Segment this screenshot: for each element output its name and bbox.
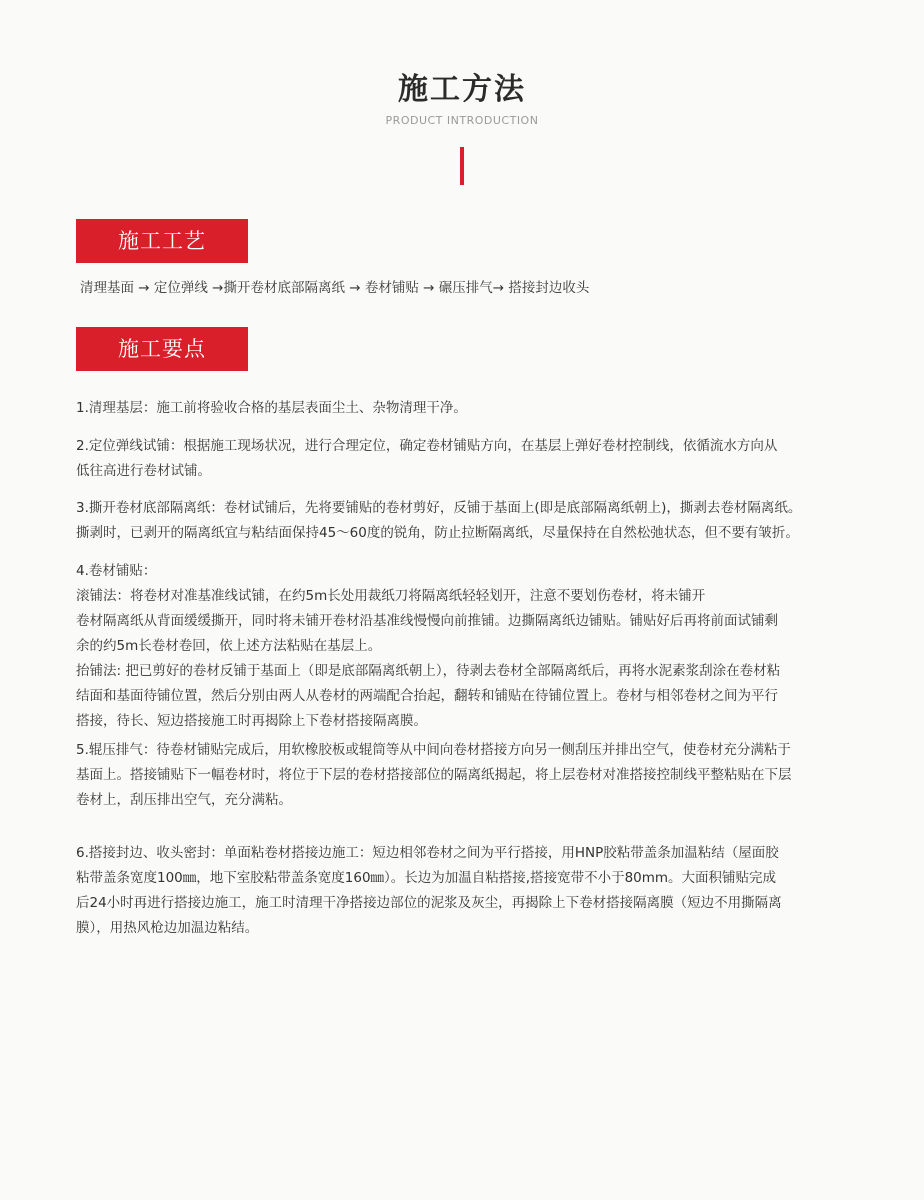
point-line: 滚铺法：将卷材对准基准线试铺，在约5m长处用裁纸刀将隔离纸轻轻划开，注意不要划伤卷材，将未铺开: [76, 588, 706, 604]
point-line: 基面上。搭接铺贴下一幅卷材时，将位于下层的卷材搭接部位的隔离纸揭起，将上层卷材对准搭接控制线平整粘贴在下层: [76, 767, 792, 783]
point-5: [76, 738, 856, 813]
point-line: 4.卷材铺贴：: [76, 563, 157, 579]
page-title: 施工方法: [398, 72, 526, 107]
process-flow: 清理基面 → 定位弹线 →撕开卷材底部隔离纸 → 卷材铺贴 → 碾压排气→ 搭接封边收头: [80, 280, 590, 296]
point-6: [76, 841, 856, 941]
point-line: 抬铺法: 把已剪好的卷材反铺于基面上（即是底部隔离纸朝上），待剥去卷材全部隔离纸后，再将水泥素浆刮涂在卷材粘: [76, 663, 781, 679]
section-heading-process: 施工工艺: [76, 219, 248, 263]
point-line: 5.辊压排气：待卷材铺贴完成后，用软橡胶板或辊筒等从中间向卷材搭接方向另一侧刮压并排出空气，使卷材充分满粘于: [76, 742, 791, 758]
point-line: 后24小时再进行搭接边施工，施工时清理干净搭接边部位的泥浆及灰尘，再揭除上下卷材搭接隔离膜（短边不用撕隔离: [76, 895, 782, 911]
point-2: [76, 434, 856, 484]
section-heading-key-points: 施工要点: [76, 327, 248, 371]
accent-divider: [460, 147, 464, 185]
point-line: 卷材上，刮压排出空气，充分满粘。: [76, 792, 292, 808]
point-1: [76, 396, 856, 421]
point-line: 余的约5m长卷材卷回，依上述方法粘贴在基层上。: [76, 638, 382, 654]
point-line: 1.清理基层：施工前将验收合格的基层表面尘土、杂物清理干净。: [76, 400, 467, 416]
point-line: 搭接，待长、短边搭接施工时再揭除上下卷材搭接隔离膜。: [76, 713, 427, 729]
point-4: [76, 559, 856, 734]
point-line: 粘带盖条宽度100㎜，地下室胶粘带盖条宽度160㎜）。长边为加温自粘搭接,搭接宽带不小于80mm。大面积铺贴完成: [76, 870, 777, 886]
point-3: [76, 496, 856, 546]
point-line: 膜），用热风枪边加温边粘结。: [76, 920, 259, 936]
point-line: 3.撕开卷材底部隔离纸：卷材试铺后，先将要铺贴的卷材剪好，反铺于基面上(即是底部隔离纸朝上)，撕剥去卷材隔离纸。: [76, 500, 802, 516]
point-line: 低往高进行卷材试铺。: [76, 463, 211, 479]
point-line: 结面和基面待铺位置，然后分别由两人从卷材的两端配合抬起，翻转和铺贴在待铺位置上。卷材与相邻卷材之间为平行: [76, 688, 778, 704]
point-line: 2.定位弹线试铺：根据施工现场状况，进行合理定位，确定卷材铺贴方向，在基层上弹好卷材控制线，依循流水方向从: [76, 438, 778, 454]
point-line: 卷材隔离纸从背面缓缓撕开，同时将未铺开卷材沿基准线慢慢向前推铺。边撕隔离纸边铺贴。铺贴好后再将前面试铺剩: [76, 613, 778, 629]
point-line: 撕剥时，已剥开的隔离纸宜与粘结面保持45～60度的锐角，防止拉断隔离纸，尽量保持在自然松弛状态，但不要有皱折。: [76, 525, 799, 541]
page-subtitle: PRODUCT INTRODUCTION: [385, 114, 539, 127]
point-line: 6.搭接封边、收头密封：单面粘卷材搭接边施工：短边相邻卷材之间为平行搭接，用HNP胶粘带盖条加温粘结（屋面胶: [76, 845, 779, 861]
